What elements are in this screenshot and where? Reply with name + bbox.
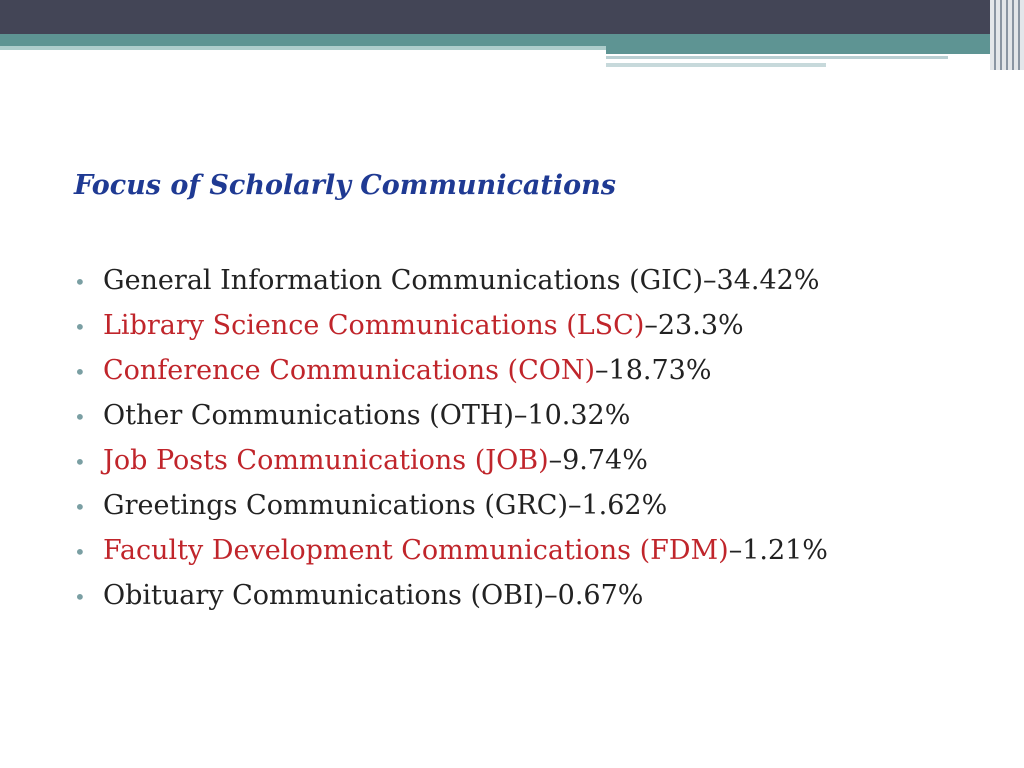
item-value: 1.62% [581,490,668,521]
item-separator: – [595,355,609,386]
bullet-list [74,258,828,618]
bullet-dot-icon: • [74,270,86,294]
item-separator: – [548,445,563,476]
header-corner-stripe [1000,0,1002,70]
item-value: 10.32% [527,400,631,431]
header-corner-stripe [1018,0,1020,70]
list-item [74,348,828,393]
bullet-dot-icon: • [74,360,86,384]
item-value: 0.67% [557,580,644,611]
list-item [74,393,828,438]
item-separator: – [644,310,658,341]
item-value: 1.21% [742,535,828,566]
item-value: 23.3% [657,310,744,341]
bullet-dot-icon: • [74,495,86,519]
header-dark-band [0,0,1024,34]
header-accent-line-short [606,63,826,67]
item-separator: – [567,490,582,521]
header-corner-stripe [1012,0,1014,70]
list-item [74,438,828,483]
header-teal-extension [606,46,1024,54]
bullet-dot-icon: • [74,405,86,429]
item-name: General Information Communications (GIC) [103,265,704,296]
header-light-teal-strip [0,46,606,50]
item-name: Faculty Development Communications (FDM) [103,535,729,566]
item-name: Greetings Communications (GRC) [103,490,568,521]
list-item [74,303,828,348]
bullet-dot-icon: • [74,315,86,339]
slide-title: Focus of Scholarly Communications [74,170,616,201]
bullet-dot-icon: • [74,585,86,609]
bullet-dot-icon: • [74,450,86,474]
item-name: Other Communications (OTH) [103,400,514,431]
item-separator: – [544,580,558,611]
header-teal-band [0,34,1024,46]
list-item [74,483,828,528]
list-item [74,528,828,573]
item-separator: – [703,265,717,296]
header-corner-stripe [994,0,996,70]
item-value: 34.42% [716,265,820,296]
item-name: Job Posts Communications (JOB) [103,445,549,476]
item-name: Conference Communications (CON) [103,355,596,386]
item-separator: – [728,535,743,566]
item-name: Obituary Communications (OBI) [103,580,545,611]
item-name: Library Science Communications (LSC) [103,310,645,341]
header-accent-line [606,56,948,59]
item-value: 9.74% [562,445,648,476]
list-item [74,258,828,303]
header-corner-stripe [1006,0,1008,70]
item-value: 18.73% [608,355,712,386]
item-separator: – [513,400,528,431]
list-item [74,573,828,618]
bullet-dot-icon: • [74,540,86,564]
